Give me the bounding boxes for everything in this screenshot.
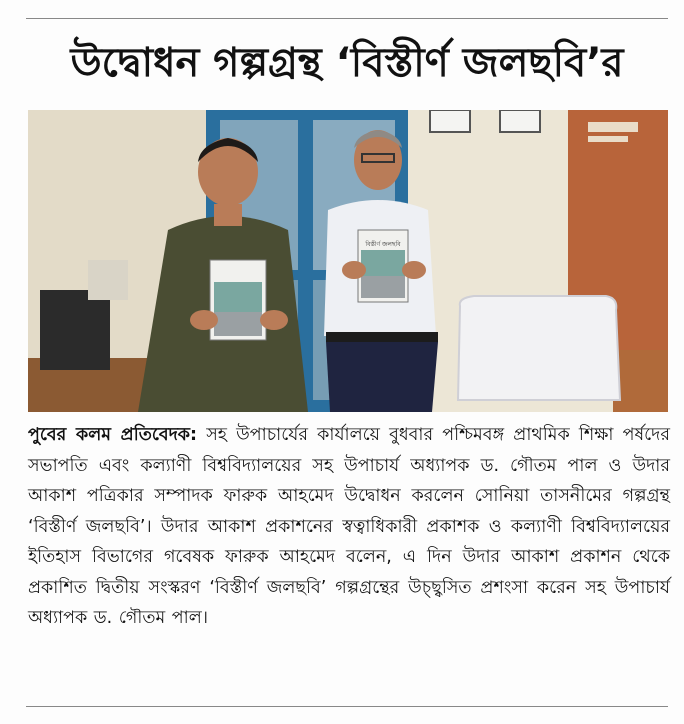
right-desk	[613, 350, 668, 412]
book-cover-title: বিস্তীর্ণ জলছবি	[365, 241, 401, 248]
wall-frame-2	[500, 110, 540, 132]
top-rule	[26, 18, 668, 19]
headline: উদ্বোধন গল্পগ্রন্থ ‘বিস্তীর্ণ জলছবি’র	[70, 39, 624, 86]
monitor	[40, 290, 110, 370]
article-text: সহ উপাচার্যের কার্যালয়ে বুধবার পশ্চিমবঙ্গ প্রাথমিক শিক্ষা পর্ষদের সভাপতি এবং কল্যাণী বিশ্ববিদ্যালয়ের সহ উপাচার্য অধ্যাপক ড. গৌতম পাল ও উদার আকাশ পত্রিকার সম্পাদক ফারুক আহমেদ উদ্বোধন করলেন সোনিয়া তাসনীমের গল্পগ্রন্থ ‘বিস্তীর্ণ জলছবি’। উদার আকাশ প্রকাশনের স্বত্বাধিকারী প্রকাশক ও কল্যাণী বিশ্ববিদ্যালয়ের ইতিহাস বিভাগের গবেষক ফারুক আহমেদ বলেন, এ দিন উদার আকাশ প্রকাশন থেকে প্রকাশিত দ্বিতীয় সংস্করণ ‘বিস্তীর্ণ জলছবি’ গল্পগ্রন্থের উচ্ছ্বসিত প্রশংসা করেন সহ উপাচার্য অধ্যাপক ড. গৌতম পাল।	[28, 425, 671, 628]
right-man-trousers	[326, 342, 438, 412]
white-chair	[458, 296, 620, 400]
news-photo	[28, 110, 668, 412]
bottom-rule	[26, 706, 668, 707]
book-right	[358, 230, 408, 302]
byline: পুবের কলম প্রতিবেদক:	[28, 425, 198, 445]
book-left	[210, 260, 266, 340]
article-body	[28, 420, 670, 634]
wall-frame-1	[430, 110, 470, 132]
